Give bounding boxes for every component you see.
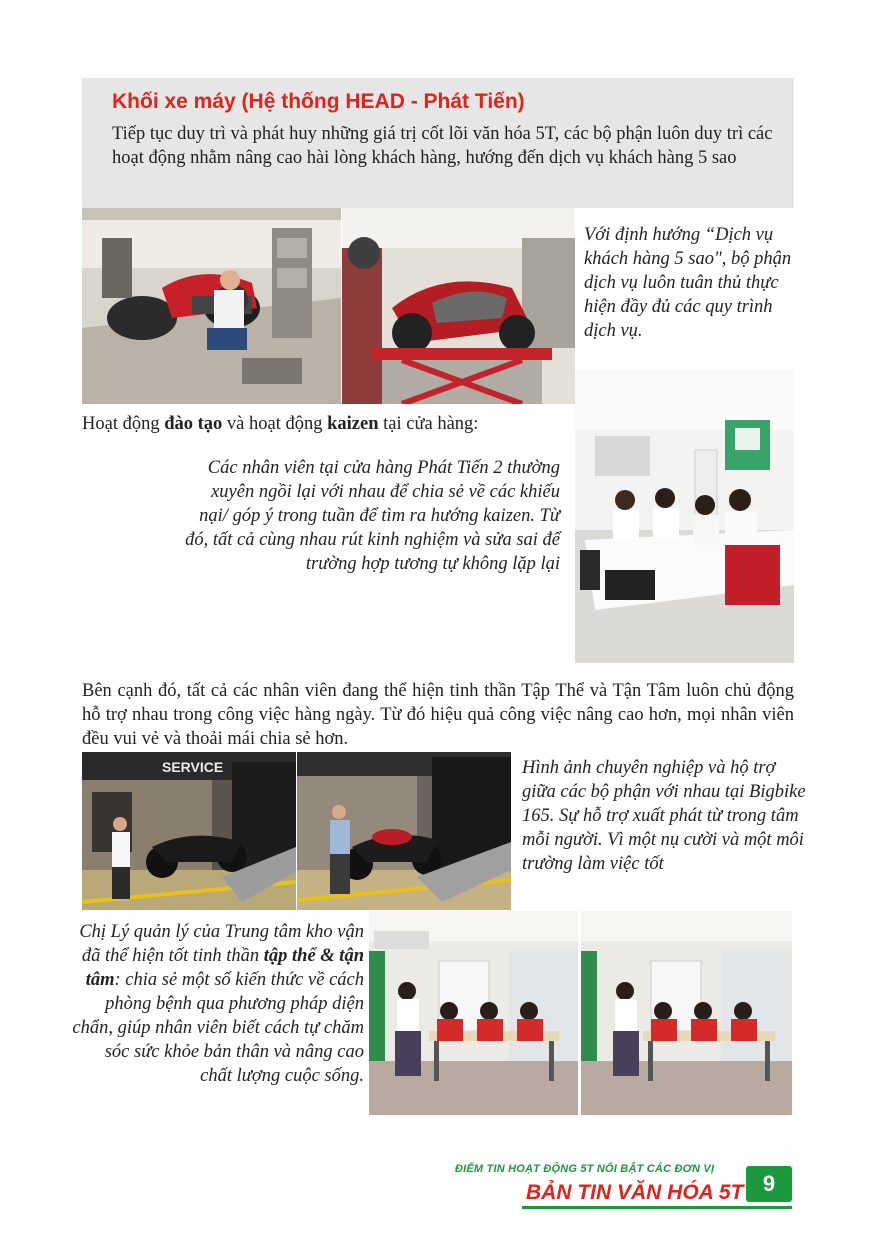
caption-warehouse-part1: Chị Lý quản lý của Trung tâm kho vận đã thể hiện tốt tinh thần — [79, 922, 364, 966]
page-number: 9 — [746, 1166, 792, 1202]
training-prefix: Hoạt động — [82, 414, 165, 434]
photo-health-session-1 — [369, 911, 578, 1115]
caption-warehouse — [72, 920, 364, 1088]
photo-staff-meeting — [575, 370, 794, 663]
training-middle: và hoạt động — [222, 414, 328, 434]
caption-service-standard: Với định hướng “Dịch vụ khách hàng 5 sao", bộ phận dịch vụ luôn tuân thủ thực hiện đầy đủ các quy trình dịch vụ. — [584, 225, 792, 341]
photo-health-session-2 — [581, 911, 792, 1115]
photo-scooter-lift — [342, 208, 575, 404]
photo-van-loading-2 — [297, 752, 511, 910]
caption-bigbike: Hình ảnh chuyên nghiệp và hộ trợ giữa các bộ phận với nhau tại Bigbike 165. Sự hỗ trợ xuất phát từ trong tâm mỗi người. Vì một nụ cười và một môi trường làm việc tốt — [522, 758, 806, 874]
team-spirit-paragraph: Bên cạnh đó, tất cả các nhân viên đang thể hiện tinh thần Tập Thể và Tận Tâm luôn chủ động hỗ trợ nhau trong công việc hàng ngày. Từ đó hiệu quả công việc nâng cao hơn, mọi nhân viên đều vui vẻ và thoải mái chia sẻ hơn. — [82, 681, 794, 749]
footer-subtitle: ĐIỂM TIN HOẠT ĐỘNG 5T NỔI BẬT CÁC ĐƠN VỊ — [455, 1163, 715, 1175]
training-bold-training: đào tạo — [164, 414, 223, 434]
service-sign-text: SERVICE — [162, 759, 224, 775]
caption-warehouse-part2: : chia sẻ một số kiến thức về cách phòng bệnh qua phương pháp diện chẩn, giúp nhân viên biết cách tự chăm sóc sức khỏe bản thân và nâng cao chất lượng cuộc sống. — [72, 970, 364, 1086]
training-bold-kaizen: kaizen — [327, 414, 379, 434]
photo-mechanic-workshop — [82, 208, 341, 404]
footer-divider — [522, 1206, 792, 1209]
footer-title: BẢN TIN VĂN HÓA 5T — [526, 1181, 744, 1204]
section-title: Khối xe máy (Hệ thống HEAD - Phát Tiến) — [112, 90, 525, 113]
section-intro: Tiếp tục duy trì và phát huy những giá trị cốt lõi văn hóa 5T, các bộ phận luôn duy trì các hoạt động nhằm nâng cao hài lòng khách hàng, hướng đến dịch vụ khách hàng 5 sao — [112, 124, 773, 168]
caption-kaizen: Các nhân viên tại cửa hàng Phát Tiến 2 thường xuyên ngồi lại với nhau để chia sẻ về các khiếu nại/ góp ý trong tuần để tìm ra hướng kaizen. Từ đó, tất cả cùng nhau rút kinh nghiệm và sửa sai để trường hợp tương tự không lặp lại — [185, 458, 560, 574]
training-heading — [82, 412, 478, 436]
training-suffix: tại cửa hàng: — [378, 414, 479, 434]
caption-warehouse-bold: tập thể & tận tâm — [85, 946, 364, 990]
photo-van-loading-1 — [82, 752, 296, 910]
